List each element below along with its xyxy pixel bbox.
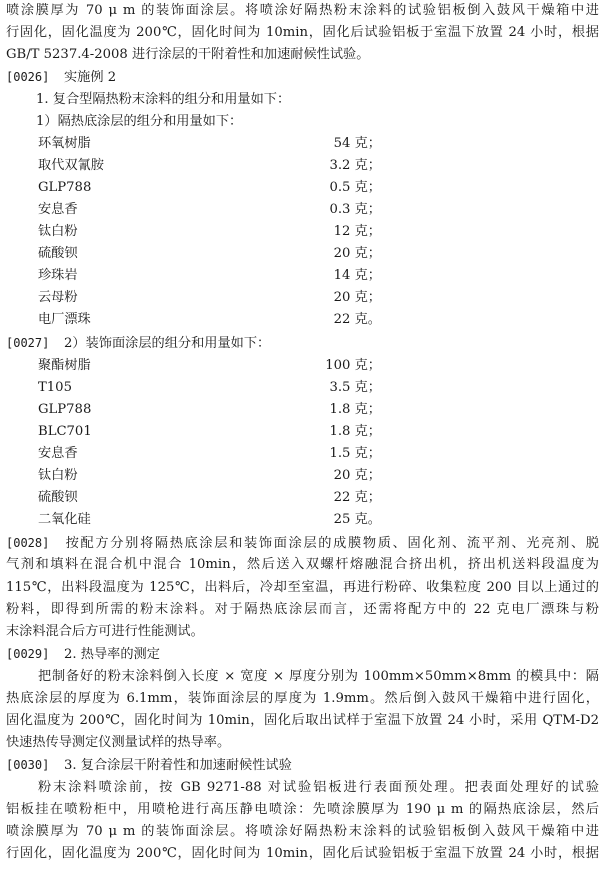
paragraph-0026-heading	[6, 66, 599, 88]
ingredient-amount: 22 克；	[333, 490, 381, 505]
ingredient-amount: 25 克。	[333, 512, 381, 527]
ingredient-name: 电厂漂珠	[38, 312, 91, 327]
text-line: 热底涂层的厚度为 6.1mm，装饰面涂层的厚度为 1.9mm。然后倒入鼓风干燥箱中进行固化，	[6, 691, 599, 706]
section-title: 3. 复合涂层干附着性和加速耐候性试验	[64, 758, 292, 773]
ingredient-amount: 1.5 克；	[329, 446, 381, 461]
text-line: 把制备好的粉末涂料倒入长度 × 宽度 × 厚度分别为 100mm×50mm×8mm 的模具中：隔	[38, 669, 599, 684]
ingredient-name: 环氧树脂	[38, 136, 91, 151]
ingredient-name: 安息香	[38, 446, 78, 461]
ingredient-name: T105	[38, 380, 72, 395]
text-line: GB/T 5237.4-2008 进行涂层的干附着性和加速耐候性试验。	[6, 47, 370, 62]
ingredient-amount: 3.5 克；	[329, 380, 381, 395]
section-title: 2. 热导率的测定	[64, 647, 160, 662]
ingredient-name: 聚酯树脂	[38, 358, 91, 373]
text-line: 行固化，固化温度为 200℃，固化时间为 10min，固化后试验铝板于室温下放置 24 小时，根据	[6, 25, 599, 40]
text-line: 喷涂膜厚为 70 μ m 的装饰面涂层。将喷涂好隔热粉末涂料的试验铝板倒入鼓风干燥箱中进	[6, 3, 599, 18]
text-line: 快速热传导测定仪测量试样的热导率。	[6, 735, 231, 750]
ingredient-name: BLC701	[38, 424, 92, 439]
ingredient-amount: 1.8 克；	[329, 424, 381, 439]
paragraph-number: [0028]	[6, 536, 50, 550]
ingredient-name: 钛白粉	[38, 224, 78, 239]
ingredient-name: 二氧化硅	[38, 512, 91, 527]
text-line: 气剂和填料在混合机中混合 10min，然后送入双螺杆熔融混合挤出机，挤出机送料段温度为	[6, 557, 599, 572]
ingredient-amount: 54 克；	[333, 136, 381, 151]
ingredient-amount: 20 克；	[333, 468, 381, 483]
ingredient-amount: 22 克。	[333, 312, 381, 327]
ingredient-name: 云母粉	[38, 290, 78, 305]
text-line: 粉料，即得到所需的粉末涂料。对于隔热底涂层而言，还需将配方中的 22 克电厂漂珠与粉	[6, 602, 599, 617]
text-line: 固化温度为 200℃，固化时间为 10min，固化后取出试样于室温下放置 24 小时，采用 QTM-D2	[6, 713, 599, 728]
ingredient-name: 珍珠岩	[38, 268, 78, 283]
section-title: 2）装饰面涂层的组分和用量如下：	[64, 336, 271, 351]
ingredient-name: 安息香	[38, 202, 78, 217]
subheading: 1）隔热底涂层的组分和用量如下：	[36, 114, 243, 129]
ingredient-name: 取代双氰胺	[38, 158, 104, 173]
ingredient-name: GLP788	[38, 180, 92, 195]
text-line: 115℃，出料段温度为 125℃，出料后，冷却至室温，再进行粉碎、收集粒度 200 目以上通过的	[6, 580, 599, 595]
ingredient-amount: 100 克；	[325, 358, 381, 373]
paragraph-number: [0030]	[6, 758, 50, 772]
ingredient-amount: 20 克；	[333, 290, 381, 305]
paragraph-0027-heading	[6, 332, 599, 354]
paragraph-0030-heading	[6, 754, 599, 776]
text-line: 行固化，固化温度为 200℃，固化时间为 10min，固化后试验铝板于室温下放置 24 小时，根据	[6, 846, 599, 861]
ingredient-amount: 0.5 克；	[329, 180, 381, 195]
section-title: 实施例 2	[64, 70, 117, 85]
paragraph-0029-heading	[6, 643, 599, 665]
ingredient-name: 硫酸钡	[38, 246, 78, 261]
subheading: 1. 复合型隔热粉末涂料的组分和用量如下：	[36, 92, 291, 107]
ingredient-amount: 20 克；	[333, 246, 381, 261]
text-line: 末涂料混合后方可进行性能测试。	[6, 624, 204, 639]
text-line: 铝板挂在喷粉柜中，用喷枪进行高压静电喷涂：先喷涂膜厚为 190 μ m 的隔热底涂层，然后	[6, 802, 599, 817]
ingredient-amount: 1.8 克；	[329, 402, 381, 417]
paragraph-number: [0029]	[6, 647, 50, 661]
paragraph-number: [0027]	[6, 336, 50, 350]
ingredient-name: 钛白粉	[38, 468, 78, 483]
ingredient-amount: 0.3 克；	[329, 202, 381, 217]
text-line: 粉末涂料喷涂前，按 GB 9271-88 对试验铝板进行表面预处理。把表面处理好的试验	[38, 780, 599, 795]
ingredient-amount: 12 克；	[333, 224, 381, 239]
ingredient-amount: 3.2 克；	[329, 158, 381, 173]
ingredient-amount: 14 克；	[333, 268, 381, 283]
paragraph-number: [0026]	[6, 70, 50, 84]
paragraph-text: 按配方分别将隔热底涂层和装饰面涂层的成膜物质、固化剂、流平剂、光亮剂、脱	[64, 536, 599, 551]
paragraph-0028-line	[6, 532, 599, 554]
ingredient-name: GLP788	[38, 402, 92, 417]
text-line: 喷涂膜厚为 70 μ m 的装饰面涂层。将喷涂好隔热粉末涂料的试验铝板倒入鼓风干燥箱中进	[6, 824, 599, 839]
ingredient-name: 硫酸钡	[38, 490, 78, 505]
